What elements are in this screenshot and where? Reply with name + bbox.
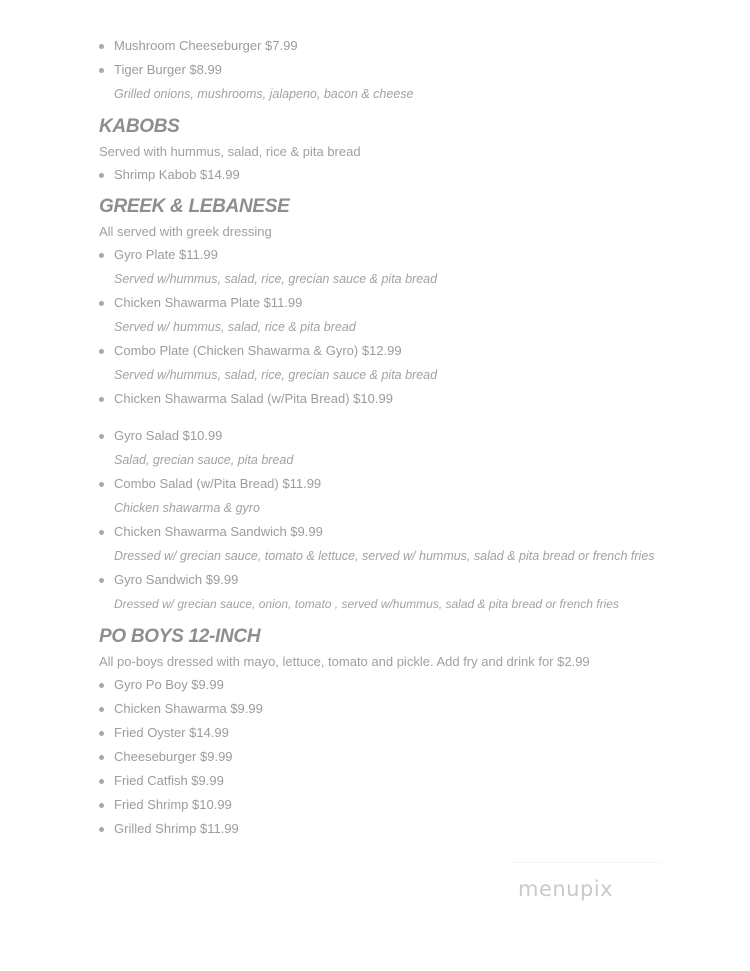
item-name: Chicken Shawarma $9.99 xyxy=(114,701,263,716)
menu-item xyxy=(99,424,679,472)
item-description: Salad, grecian sauce, pita bread xyxy=(114,453,294,467)
item-name: Gyro Salad $10.99 xyxy=(114,428,223,443)
menu-item xyxy=(99,243,679,291)
item-name: Gyro Plate $11.99 xyxy=(114,247,218,262)
menu-item xyxy=(99,58,679,106)
list-gap xyxy=(99,411,679,424)
menu-item xyxy=(99,817,679,841)
item-description: Dressed w/ grecian sauce, onion, tomato , served w/hummus, salad & pita bread or french fries xyxy=(114,597,619,611)
menu-item xyxy=(99,568,679,616)
item-description: Dressed w/ grecian sauce, tomato & lettuce, served w/ hummus, salad & pita bread or french fries xyxy=(114,549,655,563)
item-name: Fried Oyster $14.99 xyxy=(114,725,229,740)
item-name: Chicken Shawarma Salad (w/Pita Bread) $10.99 xyxy=(114,391,393,406)
burger-list xyxy=(99,34,679,106)
item-name: Chicken Shawarma Sandwich $9.99 xyxy=(114,524,323,539)
watermark-logo: menupix xyxy=(518,877,614,901)
kabobs-list xyxy=(99,163,679,187)
item-description: Served w/hummus, salad, rice, grecian sauce & pita bread xyxy=(114,368,438,382)
section-title-kabobs: KABOBS xyxy=(99,116,180,137)
menu-item xyxy=(99,387,679,411)
section-note-poboys: All po-boys dressed with mayo, lettuce, tomato and pickle. Add fry and drink for $2.99 xyxy=(99,654,590,669)
item-name: Combo Plate (Chicken Shawarma & Gyro) $12.99 xyxy=(114,343,402,358)
section-note-kabobs: Served with hummus, salad, rice & pita bread xyxy=(99,144,361,159)
menu-item xyxy=(99,291,679,339)
item-name: Gyro Po Boy $9.99 xyxy=(114,677,224,692)
menu-item xyxy=(99,339,679,387)
menu-item xyxy=(99,769,679,793)
item-name: Mushroom Cheeseburger $7.99 xyxy=(114,38,298,53)
menu-item xyxy=(99,520,679,568)
menupix-watermark xyxy=(512,862,662,903)
greek-list-continued xyxy=(99,424,679,616)
section-title-poboys: PO BOYS 12-INCH xyxy=(99,626,261,647)
item-description: Chicken shawarma & gyro xyxy=(114,501,260,515)
item-name: Shrimp Kabob $14.99 xyxy=(114,167,240,182)
item-description: Served w/ hummus, salad, rice & pita bread xyxy=(114,320,356,334)
menu-page xyxy=(99,34,679,841)
item-name: Grilled Shrimp $11.99 xyxy=(114,821,239,836)
menu-item xyxy=(99,697,679,721)
item-name: Cheeseburger $9.99 xyxy=(114,749,233,764)
menu-item xyxy=(99,793,679,817)
section-title-greek: GREEK & LEBANESE xyxy=(99,196,290,217)
menu-item xyxy=(99,472,679,520)
menu-item xyxy=(99,721,679,745)
poboys-list xyxy=(99,673,679,841)
item-description: Served w/hummus, salad, rice, grecian sauce & pita bread xyxy=(114,272,438,286)
menu-item xyxy=(99,673,679,697)
item-description: Grilled onions, mushrooms, jalapeno, bacon & cheese xyxy=(114,87,414,101)
item-name: Combo Salad (w/Pita Bread) $11.99 xyxy=(114,476,322,491)
section-note-greek: All served with greek dressing xyxy=(99,224,272,239)
menu-item xyxy=(99,34,679,58)
menu-item xyxy=(99,163,679,187)
item-name: Fried Shrimp $10.99 xyxy=(114,797,232,812)
item-name: Fried Catfish $9.99 xyxy=(114,773,224,788)
item-name: Gyro Sandwich $9.99 xyxy=(114,572,239,587)
item-name: Chicken Shawarma Plate $11.99 xyxy=(114,295,303,310)
item-name: Tiger Burger $8.99 xyxy=(114,62,222,77)
greek-list xyxy=(99,243,679,411)
menu-item xyxy=(99,745,679,769)
